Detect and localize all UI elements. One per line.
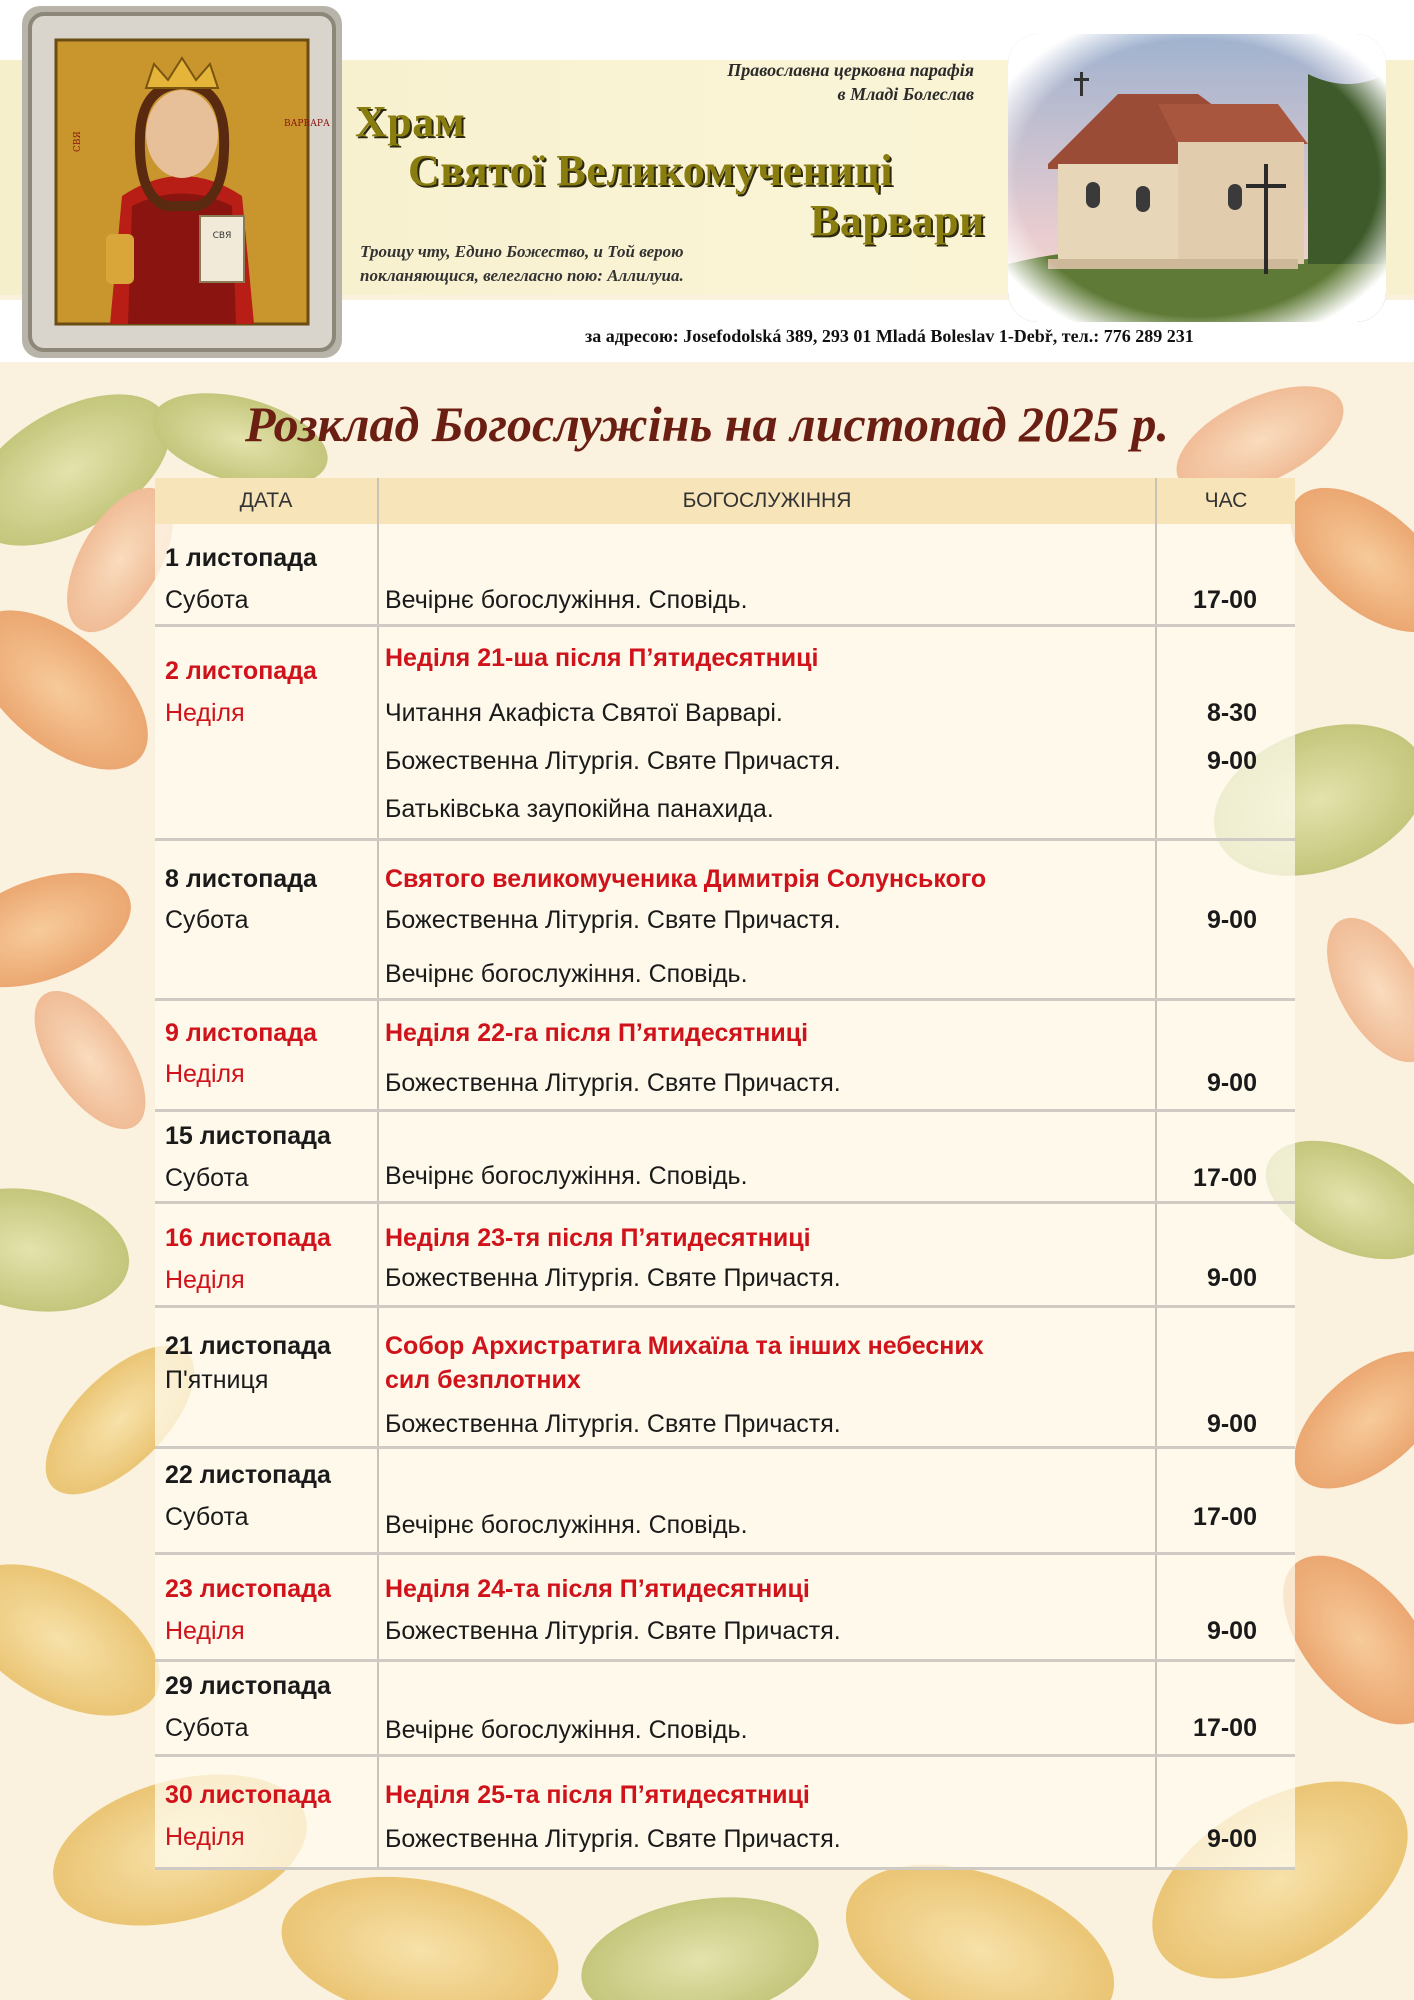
service-item: Божественна Літургія. Святе Причастя.	[385, 906, 841, 934]
row-divider	[155, 1867, 1295, 1870]
temple-title-line-1: Храм	[355, 97, 466, 146]
row-date: 1 листопада	[165, 544, 317, 572]
service-item: Вечірнє богослужіння. Сповідь.	[385, 1511, 748, 1539]
service-item: Божественна Літургія. Святе Причастя.	[385, 1069, 841, 1097]
row-date: 15 листопада	[165, 1122, 331, 1150]
row-day: Субота	[165, 906, 249, 934]
schedule-row	[155, 841, 1295, 998]
schedule-row	[155, 1001, 1295, 1109]
row-day: Неділя	[165, 699, 245, 727]
service-item: Божественна Літургія. Святе Причастя.	[385, 1410, 841, 1438]
row-day: Субота	[165, 1164, 249, 1192]
service-item: Вечірнє богослужіння. Сповідь.	[385, 1716, 748, 1744]
row-day: Субота	[165, 586, 249, 614]
service-time: 17-00	[1193, 1164, 1257, 1192]
service-item: Божественна Літургія. Святе Причастя.	[385, 747, 841, 775]
row-date: 16 листопада	[165, 1224, 331, 1252]
row-date: 23 листопада	[165, 1575, 331, 1603]
row-date: 21 листопада	[165, 1332, 331, 1360]
schedule-row	[155, 1757, 1295, 1867]
schedule-row	[155, 1112, 1295, 1201]
feast-title: Неділя 21-ша після П’ятидесятниці	[385, 644, 819, 672]
service-time: 9-00	[1206, 1617, 1257, 1645]
row-day: Неділя	[165, 1617, 245, 1645]
service-time: 17-00	[1193, 586, 1257, 614]
row-date: 29 листопада	[165, 1672, 331, 1700]
schedule-row	[155, 1555, 1295, 1659]
schedule-table-header	[155, 478, 1295, 524]
row-date: 8 листопада	[165, 865, 317, 893]
feast-title-continued: сил безплотних	[385, 1366, 581, 1394]
service-item: Вечірнє богослужіння. Сповідь.	[385, 1162, 748, 1190]
row-day: Неділя	[165, 1823, 245, 1851]
scroll-inscription-text: СВЯ	[212, 231, 232, 241]
service-time: 9-00	[1206, 906, 1257, 934]
service-time: 17-00	[1193, 1503, 1257, 1531]
icon-name-inscription: ВАРВАРА	[284, 119, 330, 129]
feast-title: Неділя 25-та після П’ятидесятниці	[385, 1781, 810, 1809]
feast-title: Неділя 23-тя після П’ятидесятниці	[385, 1224, 811, 1252]
service-item: Вечірнє богослужіння. Сповідь.	[385, 586, 748, 614]
column-header-time: ЧАС	[1204, 489, 1248, 512]
service-time: 17-00	[1193, 1714, 1257, 1742]
feast-title: Неділя 22-га після П’ятидесятниці	[385, 1019, 809, 1047]
schedule-row	[155, 1204, 1295, 1305]
schedule-row	[155, 1662, 1295, 1754]
service-item: Божественна Літургія. Святе Причастя.	[385, 1264, 841, 1292]
schedule-row	[155, 1308, 1295, 1446]
church-photo	[1008, 34, 1386, 322]
schedule-row	[155, 1449, 1295, 1552]
feast-title: Собор Архистратига Михаїла та інших небесних	[385, 1332, 984, 1360]
motto-line-1: Троицу чту, Едино Божество, и Той верою	[360, 242, 684, 261]
motto-line-2: покланяющися, велегласно пою: Аллилуиа.	[360, 266, 684, 285]
parish-city-line: в Младі Болеслав	[837, 84, 974, 104]
schedule-title: Розклад Богослужінь на листопад 2025 р.	[244, 396, 1170, 452]
temple-title-line-2: Святої Великомучениці	[408, 146, 893, 195]
service-time: 9-00	[1206, 1410, 1257, 1438]
row-day: Субота	[165, 1503, 249, 1531]
service-time: 9-00	[1206, 1825, 1257, 1853]
parish-name-line: Православна церковна парафія	[727, 60, 974, 80]
row-date: 9 листопада	[165, 1019, 317, 1047]
service-time: 9-00	[1206, 1069, 1257, 1097]
service-time: 9-00	[1206, 1264, 1257, 1292]
row-day: П'ятниця	[165, 1366, 269, 1394]
service-item: Читання Акафіста Святої Варварі.	[385, 699, 783, 727]
row-day: Субота	[165, 1714, 249, 1742]
row-date: 2 листопада	[165, 657, 317, 685]
schedule-row	[155, 627, 1295, 838]
service-item: Божественна Літургія. Святе Причастя.	[385, 1825, 841, 1853]
service-time: 9-00	[1206, 747, 1257, 775]
saint-barbara-icon	[22, 6, 342, 358]
service-item: Божественна Літургія. Святе Причастя.	[385, 1617, 841, 1645]
column-header-date: ДАТА	[239, 489, 293, 512]
feast-title: Неділя 24-та після П’ятидесятниці	[385, 1575, 810, 1603]
service-item: Вечірнє богослужіння. Сповідь.	[385, 960, 748, 988]
schedule-row	[155, 524, 1295, 624]
address-line: за адресою: Josefodolská 389, 293 01 Mladá Boleslav 1-Debř, тел.: 776 289 231	[585, 326, 1194, 346]
temple-title-line-3: Варвари	[810, 196, 985, 245]
feast-title: Святого великомученика Димитрія Солунського	[385, 865, 987, 893]
svg-text:СВЯ: СВЯ	[73, 131, 83, 152]
row-date: 22 листопада	[165, 1461, 331, 1489]
column-header-service: БОГОСЛУЖІННЯ	[682, 489, 852, 512]
service-item: Батьківська заупокійна панахида.	[385, 795, 774, 823]
row-day: Неділя	[165, 1060, 245, 1088]
parish-name	[554, 58, 974, 106]
row-day: Неділя	[165, 1266, 245, 1294]
motto	[360, 240, 810, 288]
row-date: 30 листопада	[165, 1781, 331, 1809]
service-time: 8-30	[1206, 699, 1257, 727]
